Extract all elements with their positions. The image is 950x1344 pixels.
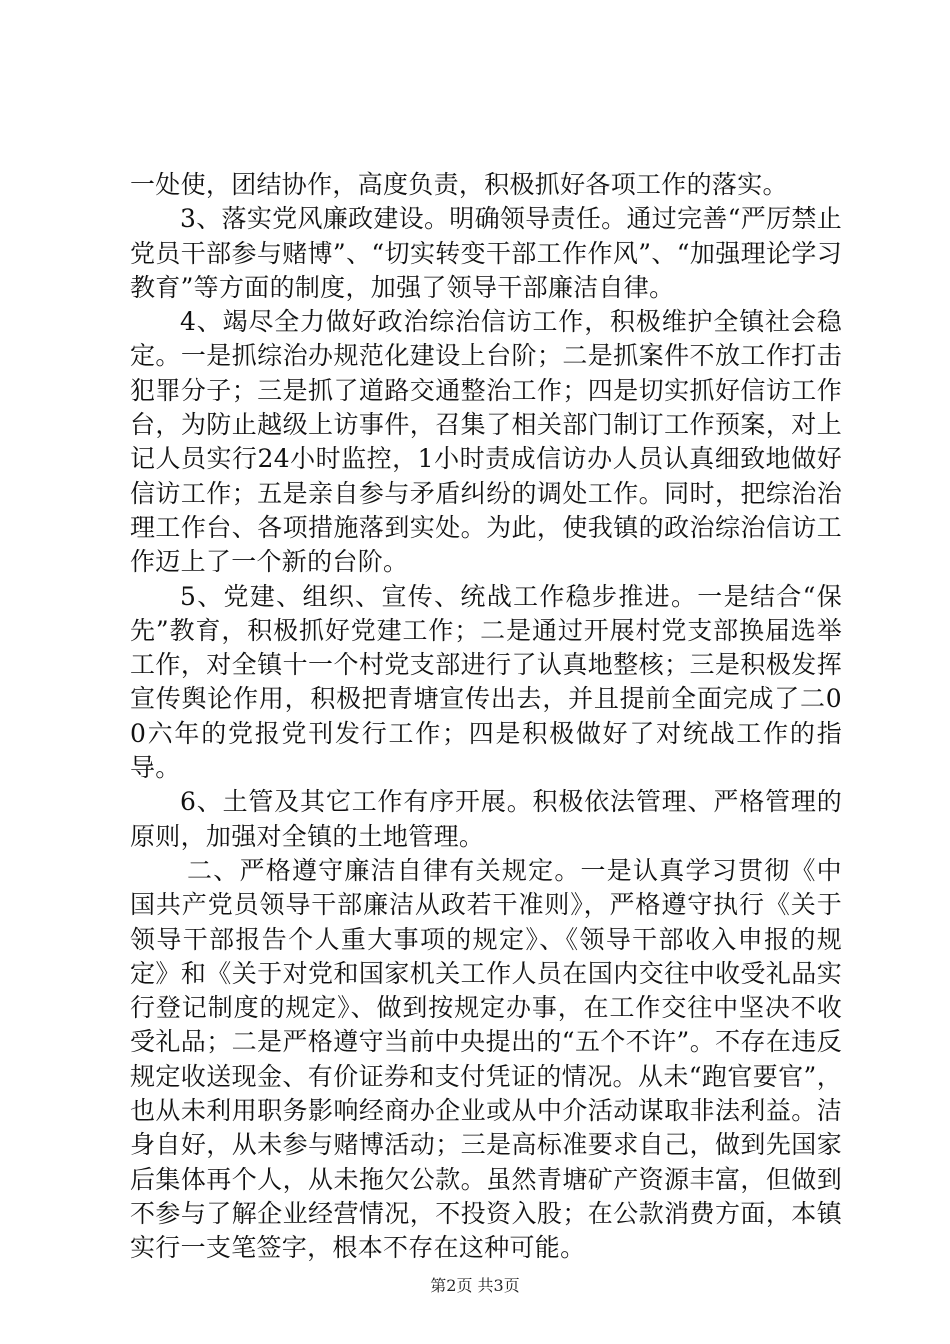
paragraph-item-3: 3、落实党风廉政建设。明确领导责任。通过完善“严厉禁止党员干部参与赌博”、“切实转变干部工作作风”、“加强理论学习教育”等方面的制度，加强了领导干部廉洁自律。	[130, 204, 843, 302]
paragraph-item-6: 6、土管及其它工作有序开展。积极依法管理、严格管理的原则，加强对全镇的土地管理。	[130, 787, 842, 851]
paragraph-section-2: 二、严格遵守廉洁自律有关规定。一是认真学习贯彻《中国共产党员领导干部廉洁从政若干准则》，严格遵守执行《关于领导干部报告个人重大事项的规定》、《领导干部收入申报的规定》和《关于对党和国家机关工作人员在国内交往中收受礼品实行登记制度的规定》、做到按规定办事，在工作交往中坚决不收受礼品；二是严格遵守当前中央提出的“五个不许”。不存在违反规定收送现金、有价证券和支付凭证的情况。从未“跑官要官”，也从未利用职务影响经商办企业或从中介活动谋取非法利益。洁身自好，从未参与赌博活动；三是高标准要求自己，做到先国家后集体再个人，从未拖欠公款。虽然青塘矿产资源丰富，但做到不参与了解企业经营情况，不投资入股；在公款消费方面，本镇实行一支笔签字，根本不存在这种可能。	[130, 855, 842, 1263]
document-body	[130, 168, 842, 1266]
paragraph-continuation: 一处使，团结协作，高度负责，积极抓好各项工作的落实。	[130, 170, 788, 199]
paragraph-item-4: 4、竭尽全力做好政治综治信访工作，积极维护全镇社会稳定。一是抓综治办规范化建设上台阶；二是抓案件不放工作打击犯罪分子；三是抓了道路交通整治工作；四是切实抓好信访工作台，为防止越级上访事件，召集了相关部门制订工作预案，对上记人员实行24小时监控，1小时责成信访办人员认真细致地做好信访工作；五是亲自参与矛盾纠纷的调处工作。同时，把综治治理工作台、各项措施落到实处。为此，使我镇的政治综治信访工作迈上了一个新的台阶。	[130, 307, 842, 577]
page-number-footer: 第2页 共3页	[430, 1276, 520, 1295]
paragraph-item-5: 5、党建、组织、宣传、统战工作稳步推进。一是结合“保先”教育，积极抓好党建工作；二是通过开展村党支部换届选举工作，对全镇十一个村党支部进行了认真地整核；三是积极发挥宣传舆论作用，积极把青塘宣传出去，并且提前全面完成了二00六年的党报党刊发行工作；四是积极做好了对统战工作的指导。	[130, 581, 842, 783]
